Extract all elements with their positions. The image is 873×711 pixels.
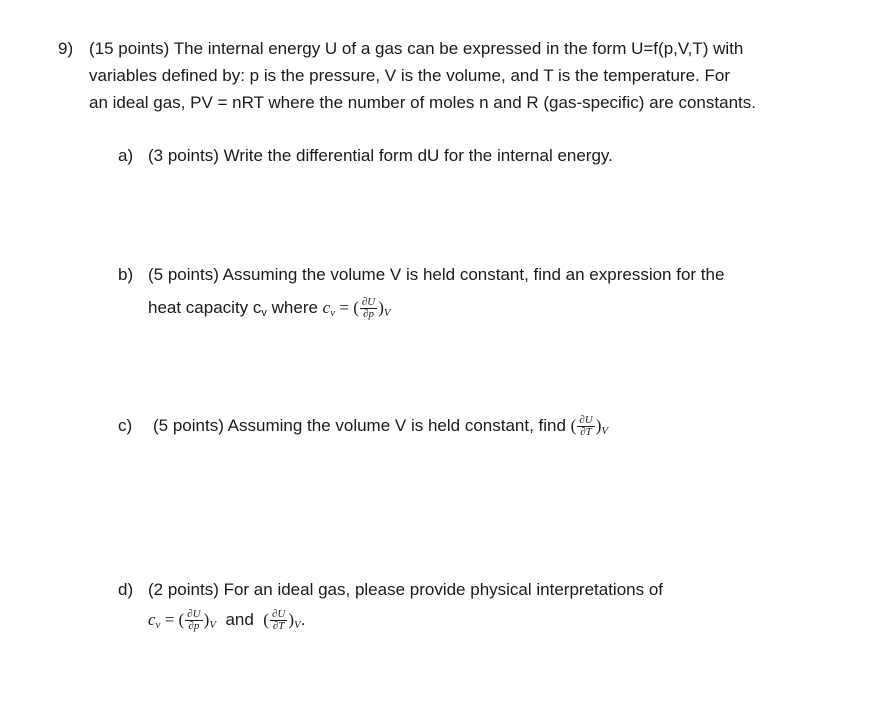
part-d-equals: = <box>160 610 179 629</box>
part-c-fraction <box>577 415 594 438</box>
part-b-heat-capacity-sub: v <box>261 307 267 319</box>
part-b-where: where <box>266 298 323 317</box>
part-b-fraction <box>360 297 377 320</box>
part-c-label: c) <box>118 416 133 435</box>
part-c-text: (5 points) Assuming the volume V is held constant, find <box>153 416 571 435</box>
part-d-frac1-top: ∂U <box>187 608 201 621</box>
part-b-equals: = <box>335 298 354 317</box>
part-b-line-2 <box>148 293 391 328</box>
part-d-period: . <box>300 610 306 629</box>
part-d-fraction-1 <box>185 609 202 632</box>
part-d-cv: c <box>148 610 156 629</box>
problem-number: 9) <box>58 39 74 58</box>
problem-line-3: an ideal gas, PV = nRT where the number of moles n and R (gas-specific) are constants. <box>89 93 756 112</box>
part-b-cv: c <box>322 298 331 317</box>
part-b-label: b) <box>118 265 134 284</box>
part-a-label: a) <box>118 146 134 165</box>
part-b-close-paren: ) <box>378 298 384 317</box>
part-d-frac2-subscript: V <box>294 619 301 631</box>
part-b-subscript: V <box>383 307 391 319</box>
part-d-frac1-bot: ∂p <box>188 620 200 633</box>
problem-line-2: variables defined by: p is the pressure, V is the volume, and T is the temperature. For <box>89 66 730 85</box>
part-d-label: d) <box>118 580 134 599</box>
problem-text-1: (15 points) The internal energy U of a gas can be expressed in the form U=f(p,V,T) with <box>89 39 744 58</box>
part-d-fraction-2 <box>270 609 287 632</box>
part-d-frac2-top: ∂U <box>271 608 286 621</box>
part-c-open-paren: ( <box>570 416 577 435</box>
part-b-cv-sub: v <box>330 307 336 319</box>
part-c-frac-top: ∂U <box>579 414 593 427</box>
part-c-line <box>153 411 608 446</box>
part-b-line-1: (5 points) Assuming the volume V is held constant, find an expression for the <box>148 265 725 284</box>
part-d-frac1-subscript: V <box>209 619 216 631</box>
part-c-subscript: V <box>601 425 609 437</box>
part-d-and: and <box>216 610 264 629</box>
part-d-close-paren-2: ) <box>288 610 294 629</box>
part-c-close-paren: ) <box>595 416 602 435</box>
part-b-frac-top: ∂U <box>361 296 376 309</box>
problem-line-1 <box>89 38 743 60</box>
part-d-close-paren-1: ) <box>203 610 210 629</box>
part-a-text: (3 points) Write the differential form dU for the internal energy. <box>148 146 613 165</box>
part-c-frac-bot: ∂T <box>580 426 592 439</box>
part-b-open-paren: ( <box>353 298 359 317</box>
part-d-line-1: (2 points) For an ideal gas, please provide physical interpretations of <box>148 580 664 599</box>
part-b-heat-capacity-text: heat capacity c <box>148 298 262 317</box>
part-d-line-2 <box>148 605 305 640</box>
part-d-open-paren-2: ( <box>263 610 269 629</box>
part-d-frac2-bot: ∂T <box>272 620 285 633</box>
part-d-cv-sub: v <box>155 619 161 631</box>
part-d-open-paren-1: ( <box>178 610 185 629</box>
part-b-frac-bot: ∂p <box>363 308 375 321</box>
